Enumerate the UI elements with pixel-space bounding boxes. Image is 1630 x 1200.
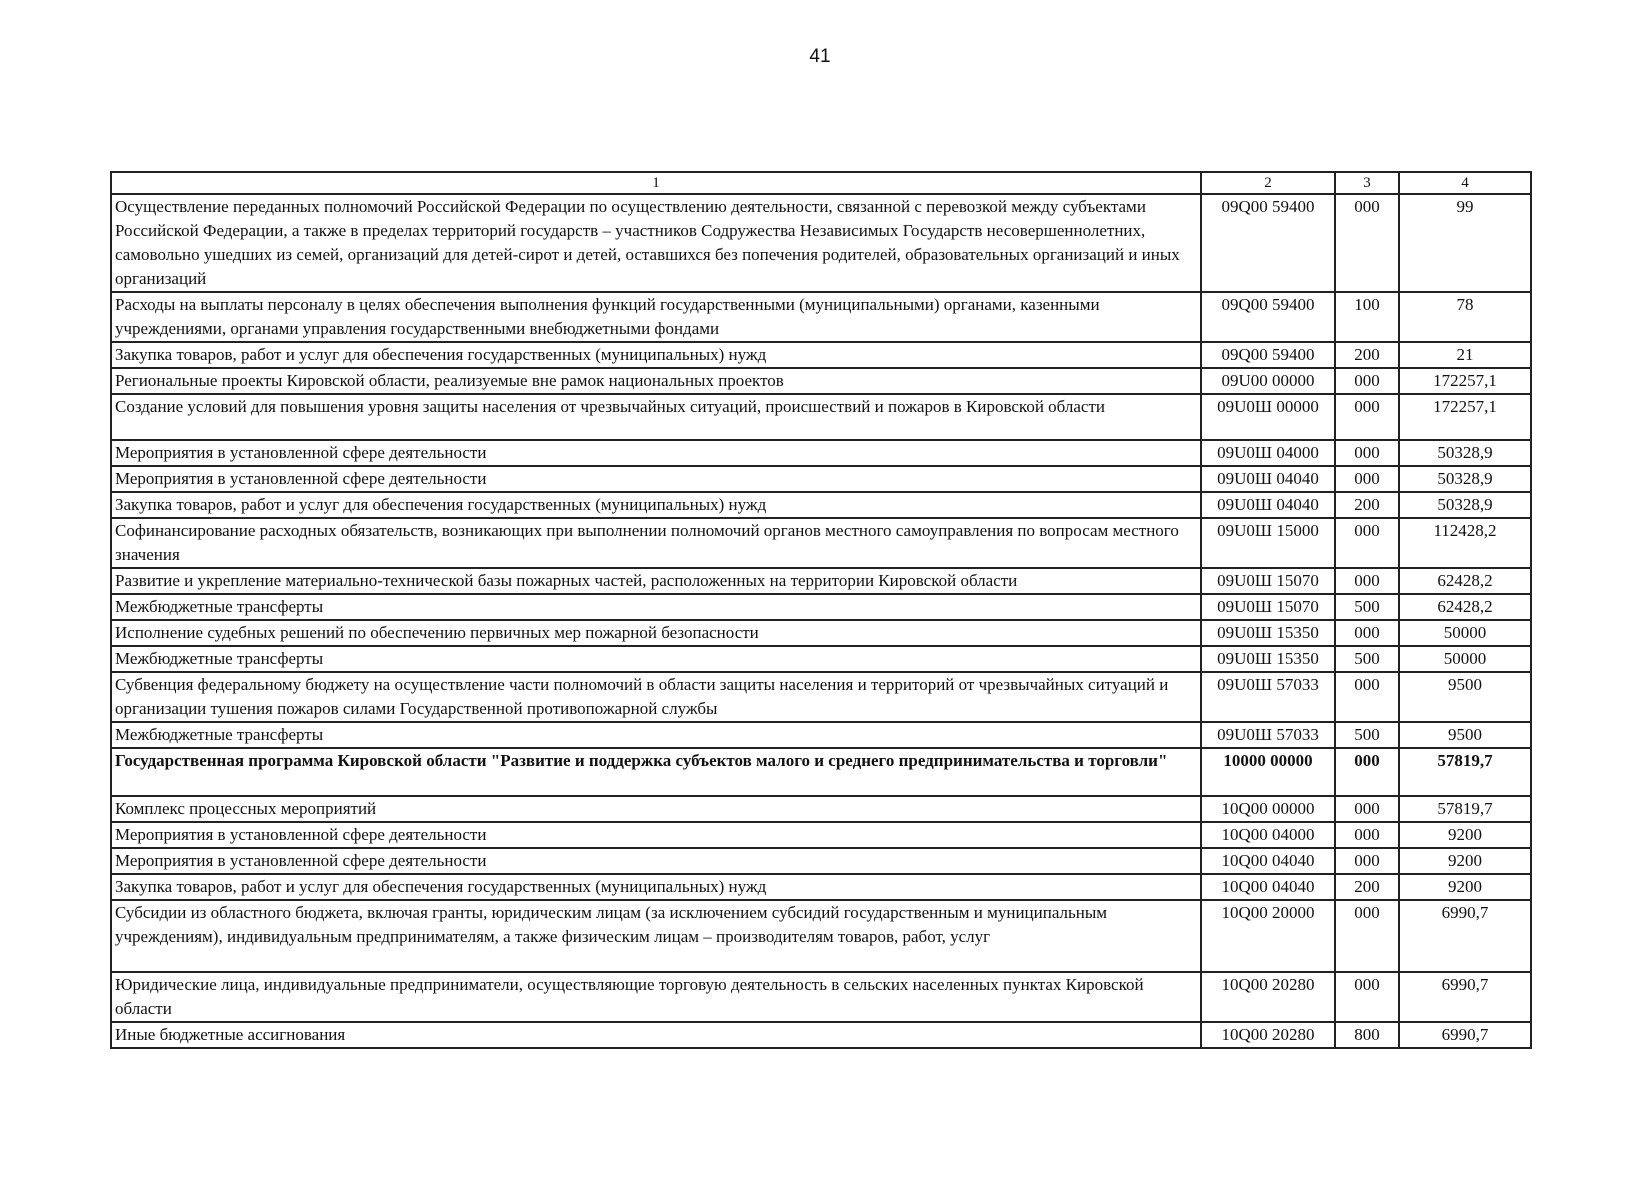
row-name-cell: Исполнение судебных решений по обеспечению первичных мер пожарной безопасности (111, 620, 1201, 646)
table-row (111, 822, 1531, 848)
row-amount-cell: 9500 (1399, 722, 1531, 748)
row-type-cell: 800 (1335, 1022, 1399, 1048)
row-amount-cell: 78 (1399, 292, 1531, 342)
row-amount-cell: 172257,1 (1399, 368, 1531, 394)
row-name-cell: Закупка товаров, работ и услуг для обеспечения государственных (муниципальных) нужд (111, 492, 1201, 518)
table-row (111, 194, 1531, 292)
table-row (111, 646, 1531, 672)
row-name-cell: Закупка товаров, работ и услуг для обеспечения государственных (муниципальных) нужд (111, 342, 1201, 368)
table-row (111, 568, 1531, 594)
row-name-cell: Закупка товаров, работ и услуг для обеспечения государственных (муниципальных) нужд (111, 874, 1201, 900)
table-row (111, 796, 1531, 822)
row-code-cell: 09U0Ш 15350 (1201, 646, 1335, 672)
table-row (111, 292, 1531, 342)
row-amount-cell: 50000 (1399, 620, 1531, 646)
row-amount-cell: 21 (1399, 342, 1531, 368)
row-type-cell: 200 (1335, 874, 1399, 900)
row-name-cell: Осуществление переданных полномочий Российской Федерации по осуществлению деятельности, связанной с перевозкой между субъектами Российской Федерации, а также в пределах территорий государств – участников Содружества Независимых Государств несовершеннолетних, самовольно ушедших из семей, организаций для детей-сирот и детей, оставшихся без попечения родителей, образовательных организаций и иных организаций (111, 194, 1201, 292)
row-name-cell: Субвенция федеральному бюджету на осуществление части полномочий в области защиты населения и территорий от чрезвычайных ситуаций и организации тушения пожаров силами Государственной противопожарной службы (111, 672, 1201, 722)
row-code-cell: 10Q00 20280 (1201, 972, 1335, 1022)
table-body (111, 194, 1531, 1048)
header-type-column: 3 (1335, 172, 1399, 194)
row-amount-cell: 9200 (1399, 874, 1531, 900)
row-name-cell: Расходы на выплаты персоналу в целях обеспечения выполнения функций государственными (муниципальными) органами, казенными учреждениями, органами управления государственными внебюджетными фондами (111, 292, 1201, 342)
page-number: 41 (809, 46, 831, 67)
row-name-cell: Мероприятия в установленной сфере деятельности (111, 440, 1201, 466)
header-name-column: 1 (111, 172, 1201, 194)
row-amount-cell: 50328,9 (1399, 492, 1531, 518)
table-row (111, 594, 1531, 620)
row-name-cell: Мероприятия в установленной сфере деятельности (111, 466, 1201, 492)
row-amount-cell: 6990,7 (1399, 900, 1531, 972)
row-name-cell: Региональные проекты Кировской области, реализуемые вне рамок национальных проектов (111, 368, 1201, 394)
table-row (111, 972, 1531, 1022)
table-row (111, 518, 1531, 568)
row-amount-cell: 57819,7 (1399, 748, 1531, 796)
row-name-cell: Мероприятия в установленной сфере деятельности (111, 822, 1201, 848)
row-type-cell: 000 (1335, 194, 1399, 292)
table-row (111, 492, 1531, 518)
row-type-cell: 500 (1335, 594, 1399, 620)
row-name-cell: Развитие и укрепление материально-технической базы пожарных частей, расположенных на территории Кировской области (111, 568, 1201, 594)
row-amount-cell: 57819,7 (1399, 796, 1531, 822)
row-code-cell: 10Q00 00000 (1201, 796, 1335, 822)
row-code-cell: 10Q00 20000 (1201, 900, 1335, 972)
row-type-cell: 200 (1335, 342, 1399, 368)
row-code-cell: 09U0Ш 57033 (1201, 722, 1335, 748)
row-name-cell: Межбюджетные трансферты (111, 646, 1201, 672)
row-name-cell: Комплекс процессных мероприятий (111, 796, 1201, 822)
row-code-cell: 09U0Ш 15070 (1201, 568, 1335, 594)
row-code-cell: 10Q00 04040 (1201, 848, 1335, 874)
row-code-cell: 09U0Ш 57033 (1201, 672, 1335, 722)
table-row (111, 1022, 1531, 1048)
row-name-cell: Государственная программа Кировской области "Развитие и поддержка субъектов малого и среднего предпринимательства и торговли" (111, 748, 1201, 796)
row-type-cell: 000 (1335, 620, 1399, 646)
header-row (111, 172, 1531, 194)
table-header (111, 172, 1531, 194)
row-type-cell: 000 (1335, 368, 1399, 394)
row-code-cell: 09U00 00000 (1201, 368, 1335, 394)
row-type-cell: 500 (1335, 646, 1399, 672)
table-row (111, 620, 1531, 646)
row-name-cell: Софинансирование расходных обязательств, возникающих при выполнении полномочий органов местного самоуправления по вопросам местного значения (111, 518, 1201, 568)
row-type-cell: 000 (1335, 394, 1399, 440)
row-code-cell: 09U0Ш 15000 (1201, 518, 1335, 568)
row-name-cell: Мероприятия в установленной сфере деятельности (111, 848, 1201, 874)
table-row (111, 368, 1531, 394)
row-type-cell: 000 (1335, 466, 1399, 492)
table-row (111, 672, 1531, 722)
row-amount-cell: 50000 (1399, 646, 1531, 672)
row-amount-cell: 62428,2 (1399, 594, 1531, 620)
row-code-cell: 10Q00 20280 (1201, 1022, 1335, 1048)
row-type-cell: 500 (1335, 722, 1399, 748)
row-amount-cell: 50328,9 (1399, 440, 1531, 466)
row-name-cell: Иные бюджетные ассигнования (111, 1022, 1201, 1048)
row-code-cell: 09U0Ш 15350 (1201, 620, 1335, 646)
row-name-cell: Межбюджетные трансферты (111, 594, 1201, 620)
row-code-cell: 09U0Ш 15070 (1201, 594, 1335, 620)
row-amount-cell: 9500 (1399, 672, 1531, 722)
table-row (111, 440, 1531, 466)
row-name-cell: Создание условий для повышения уровня защиты населения от чрезвычайных ситуаций, происшествий и пожаров в Кировской области (111, 394, 1201, 440)
table-row (111, 900, 1531, 972)
header-code-column: 2 (1201, 172, 1335, 194)
table-row (111, 466, 1531, 492)
row-code-cell: 09U0Ш 00000 (1201, 394, 1335, 440)
row-type-cell: 000 (1335, 972, 1399, 1022)
row-amount-cell: 112428,2 (1399, 518, 1531, 568)
row-type-cell: 200 (1335, 492, 1399, 518)
row-type-cell: 000 (1335, 568, 1399, 594)
row-type-cell: 000 (1335, 518, 1399, 568)
row-type-cell: 000 (1335, 848, 1399, 874)
row-amount-cell: 9200 (1399, 822, 1531, 848)
row-type-cell: 000 (1335, 822, 1399, 848)
table-row (111, 874, 1531, 900)
row-name-cell: Юридические лица, индивидуальные предприниматели, осуществляющие торговую деятельность в сельских населенных пунктах Кировской области (111, 972, 1201, 1022)
row-type-cell: 000 (1335, 440, 1399, 466)
budget-table (110, 171, 1532, 1049)
row-code-cell: 10Q00 04040 (1201, 874, 1335, 900)
header-amount-column: 4 (1399, 172, 1531, 194)
row-code-cell: 09U0Ш 04000 (1201, 440, 1335, 466)
row-name-cell: Межбюджетные трансферты (111, 722, 1201, 748)
table-row (111, 394, 1531, 440)
row-amount-cell: 172257,1 (1399, 394, 1531, 440)
row-code-cell: 09U0Ш 04040 (1201, 466, 1335, 492)
table-row (111, 848, 1531, 874)
table-row (111, 722, 1531, 748)
row-code-cell: 10Q00 04000 (1201, 822, 1335, 848)
row-amount-cell: 9200 (1399, 848, 1531, 874)
row-code-cell: 09Q00 59400 (1201, 292, 1335, 342)
row-amount-cell: 62428,2 (1399, 568, 1531, 594)
row-code-cell: 09Q00 59400 (1201, 194, 1335, 292)
row-amount-cell: 50328,9 (1399, 466, 1531, 492)
row-type-cell: 000 (1335, 672, 1399, 722)
table-row (111, 748, 1531, 796)
row-type-cell: 000 (1335, 900, 1399, 972)
row-amount-cell: 6990,7 (1399, 1022, 1531, 1048)
row-code-cell: 09U0Ш 04040 (1201, 492, 1335, 518)
row-name-cell: Субсидии из областного бюджета, включая гранты, юридическим лицам (за исключением субсидий государственным и муниципальным учреждениям), индивидуальным предпринимателям, а также физическим лицам – производителям товаров, работ, услуг (111, 900, 1201, 972)
row-code-cell: 10000 00000 (1201, 748, 1335, 796)
row-amount-cell: 6990,7 (1399, 972, 1531, 1022)
row-type-cell: 000 (1335, 748, 1399, 796)
row-type-cell: 100 (1335, 292, 1399, 342)
row-type-cell: 000 (1335, 796, 1399, 822)
row-amount-cell: 99 (1399, 194, 1531, 292)
row-code-cell: 09Q00 59400 (1201, 342, 1335, 368)
table-row (111, 342, 1531, 368)
